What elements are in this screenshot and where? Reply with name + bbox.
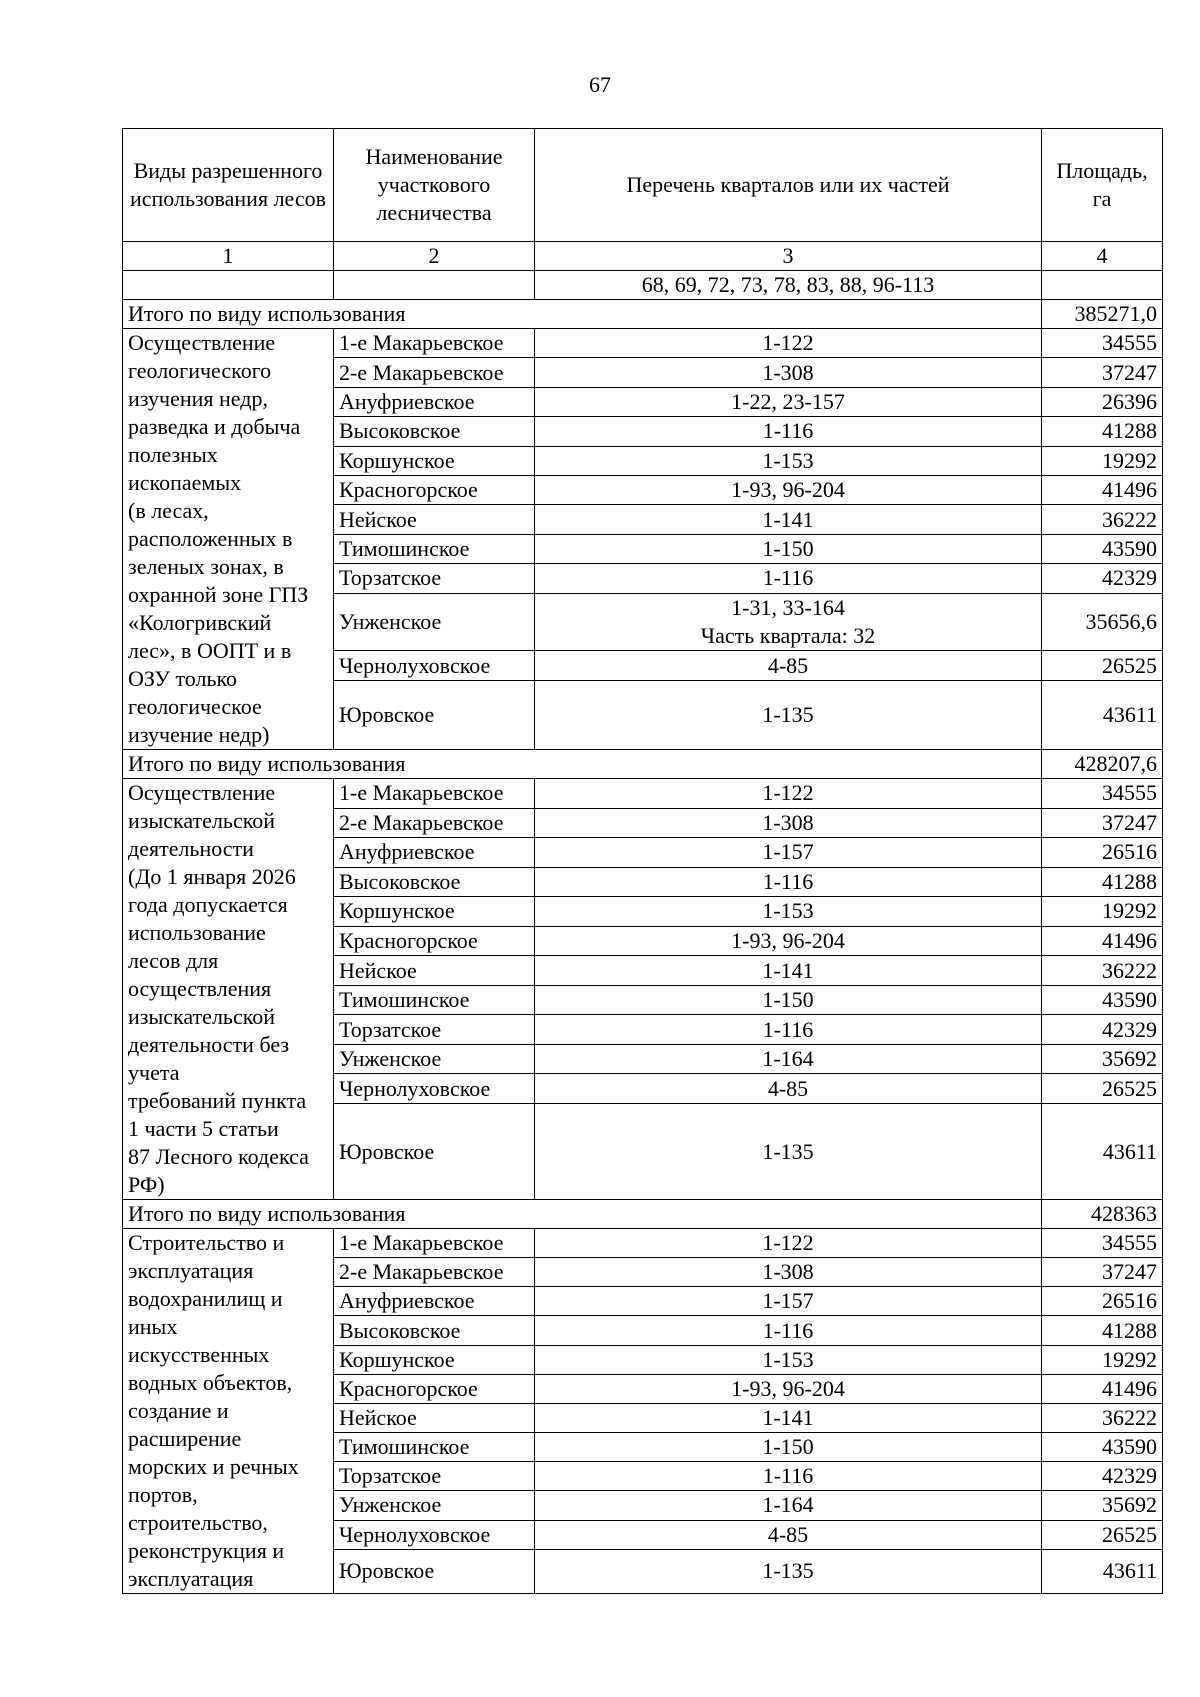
quarters-line: 1-93, 96-204 (731, 1375, 845, 1401)
quarters-line: 1-122 (762, 330, 814, 356)
quarters-list (535, 564, 1042, 593)
quarters-line: 1-93, 96-204 (731, 928, 845, 953)
quarters-list (535, 779, 1042, 809)
area-value: 36222 (1042, 956, 1163, 986)
forestry-name: Красногорское (334, 476, 535, 505)
quarters-line: 1-116 (762, 1463, 814, 1489)
area-value: 36222 (1042, 1403, 1163, 1432)
forestry-name: Коршунское (334, 1345, 535, 1374)
quarters-line: 1-150 (762, 536, 814, 562)
quarters-line: 1-308 (762, 809, 814, 835)
quarters-list (535, 358, 1042, 387)
quarters-list (535, 1462, 1042, 1491)
forestry-name: Чернолуховское (334, 1520, 535, 1549)
quarters-list (535, 1015, 1042, 1045)
header-quarters-list: Перечень кварталов или их частей (535, 129, 1042, 242)
quarters-list (535, 1287, 1042, 1316)
area-value: 41496 (1042, 926, 1163, 956)
area-value: 26516 (1042, 1287, 1163, 1316)
quarters-list (535, 867, 1042, 897)
forestry-name: Красногорское (334, 1374, 535, 1403)
quarters-list (535, 1491, 1042, 1520)
forestry-name: Нейское (334, 505, 535, 534)
header-forestry-name: Наименование участкового лесничества (334, 129, 535, 242)
quarters-line: 1-22, 23-157 (731, 389, 845, 415)
quarters-list (535, 1345, 1042, 1374)
quarters-line: 4-85 (767, 1521, 809, 1547)
quarters-line: 1-135 (762, 701, 814, 727)
forestry-name: Юровское (334, 1549, 535, 1593)
area-value: 35692 (1042, 1491, 1163, 1520)
quarters-list (535, 651, 1042, 680)
empty-cell (334, 271, 535, 300)
forestry-name: Торзатское (334, 564, 535, 593)
forestry-name: 1-е Макарьевское (334, 1229, 535, 1258)
continuation-quarters: 68, 69, 72, 73, 78, 83, 88, 96-113 (535, 271, 1042, 300)
quarters-line: 1-308 (762, 1259, 814, 1285)
quarters-list (535, 1316, 1042, 1345)
area-value: 35656,6 (1042, 593, 1163, 651)
area-value: 41288 (1042, 867, 1163, 897)
forestry-name: Унженское (334, 593, 535, 651)
area-value: 19292 (1042, 897, 1163, 927)
forestry-name: 1-е Макарьевское (334, 779, 535, 809)
table-header-row (123, 129, 1163, 242)
table-row (123, 329, 1163, 358)
forestry-name: Коршунское (334, 897, 535, 927)
forestry-name: Чернолуховское (334, 651, 535, 680)
area-value: 43611 (1042, 1549, 1163, 1593)
column-number: 3 (535, 242, 1042, 271)
forestry-name: Ануфриевское (334, 1287, 535, 1316)
area-value: 34555 (1042, 329, 1163, 358)
quarters-line: 1-308 (762, 359, 814, 385)
area-value: 26516 (1042, 838, 1163, 868)
quarters-line: 1-31, 33-164 (731, 595, 845, 621)
forestry-name: 2-е Макарьевское (334, 358, 535, 387)
area-value: 42329 (1042, 1462, 1163, 1491)
quarters-list (535, 505, 1042, 534)
forestry-name: Красногорское (334, 926, 535, 956)
total-label: Итого по виду использования (123, 300, 1042, 329)
quarters-line: 1-157 (762, 1288, 814, 1314)
area-value: 36222 (1042, 505, 1163, 534)
quarters-line: 1-150 (762, 987, 814, 1013)
quarters-line: 1-135 (762, 1138, 814, 1164)
area-value: 35692 (1042, 1044, 1163, 1074)
quarters-line: 1-150 (762, 1434, 814, 1460)
forestry-name: Чернолуховское (334, 1074, 535, 1104)
area-value: 34555 (1042, 779, 1163, 809)
quarters-list (535, 1104, 1042, 1200)
quarters-line: 1-116 (762, 868, 814, 894)
column-number: 4 (1042, 242, 1163, 271)
quarters-line: 4-85 (767, 1075, 809, 1101)
quarters-line: 1-157 (762, 839, 814, 865)
quarters-list (535, 680, 1042, 749)
area-value: 19292 (1042, 1345, 1163, 1374)
quarters-list (535, 1520, 1042, 1549)
forestry-name: Ануфриевское (334, 387, 535, 416)
forestry-name: Юровское (334, 1104, 535, 1200)
total-label: Итого по виду использования (123, 750, 1042, 779)
area-value: 43590 (1042, 985, 1163, 1015)
area-value: 37247 (1042, 358, 1163, 387)
total-row (123, 1200, 1163, 1229)
quarters-line: 1-116 (762, 1317, 814, 1343)
area-value: 26525 (1042, 1520, 1163, 1549)
forestry-name: Высоковское (334, 867, 535, 897)
continuation-row (123, 271, 1163, 300)
quarters-line: 4-85 (767, 652, 809, 678)
quarters-list (535, 534, 1042, 563)
quarters-list (535, 1403, 1042, 1432)
quarters-list (535, 1074, 1042, 1104)
forestry-name: Ануфриевское (334, 838, 535, 868)
quarters-list (535, 1374, 1042, 1403)
quarters-line: 1-153 (762, 1346, 814, 1372)
quarters-list (535, 593, 1042, 651)
quarters-line: 1-141 (762, 1405, 814, 1431)
use-type-cell: Осуществление изыскательской деятельности (До 1 января 2026 года допускается использование лесов для осуществления изыскательской деятельности без учета требований пункта 1 части 5 статьи 87 Лесного кодекса РФ) (123, 779, 334, 1200)
quarters-line: 1-116 (762, 1016, 814, 1042)
forestry-name: Унженское (334, 1491, 535, 1520)
forestry-name: Нейское (334, 956, 535, 986)
forestry-name: Высоковское (334, 417, 535, 446)
quarters-line: 1-135 (762, 1558, 814, 1584)
area-value: 26396 (1042, 387, 1163, 416)
forestry-name: Тимошинское (334, 985, 535, 1015)
quarters-list (535, 956, 1042, 986)
total-value: 428363 (1042, 1200, 1163, 1229)
quarters-list (535, 446, 1042, 475)
forestry-name: Унженское (334, 1044, 535, 1074)
area-value: 37247 (1042, 1258, 1163, 1287)
table-row (123, 1229, 1163, 1258)
area-value: 41496 (1042, 476, 1163, 505)
area-value: 37247 (1042, 808, 1163, 838)
area-value: 43611 (1042, 1104, 1163, 1200)
empty-cell (123, 271, 334, 300)
forestry-name: 1-е Макарьевское (334, 329, 535, 358)
forestry-name: Торзатское (334, 1462, 535, 1491)
quarters-list (535, 417, 1042, 446)
quarters-list (535, 985, 1042, 1015)
quarters-line: Часть квартала: 32 (700, 623, 876, 649)
forestry-name: 2-е Макарьевское (334, 1258, 535, 1287)
quarters-list (535, 897, 1042, 927)
area-value: 26525 (1042, 651, 1163, 680)
area-value: 43590 (1042, 534, 1163, 563)
quarters-list (535, 329, 1042, 358)
forest-use-table (122, 128, 1163, 1594)
total-value: 428207,6 (1042, 750, 1163, 779)
forestry-name: Тимошинское (334, 1433, 535, 1462)
total-row (123, 300, 1163, 329)
header-area: Площадь, га (1042, 129, 1163, 242)
use-type-cell: Осуществление геологического изучения недр, разведка и добыча полезных ископаемых (в лесах, расположенных в зеленых зонах, в охранной зоне ГПЗ «Кологривский лес», в ООПТ и в ОЗУ только геологическое изучение недр) (123, 329, 334, 750)
column-number-row (123, 242, 1163, 271)
area-value: 41496 (1042, 1374, 1163, 1403)
area-value: 42329 (1042, 1015, 1163, 1045)
total-row (123, 750, 1163, 779)
quarters-list (535, 808, 1042, 838)
page-number: 67 (589, 72, 611, 97)
quarters-list (535, 1044, 1042, 1074)
table-row (123, 779, 1163, 809)
forestry-name: Высоковское (334, 1316, 535, 1345)
column-number: 1 (123, 242, 334, 271)
quarters-line: 1-141 (762, 957, 814, 983)
quarters-list (535, 926, 1042, 956)
forestry-name: Коршунское (334, 446, 535, 475)
header-use-type: Виды разрешенного использования лесов (123, 129, 334, 242)
forestry-name: Юровское (334, 680, 535, 749)
quarters-line: 1-153 (762, 898, 814, 924)
quarters-line: 1-116 (762, 418, 814, 444)
forestry-name: Торзатское (334, 1015, 535, 1045)
quarters-list (535, 838, 1042, 868)
total-label: Итого по виду использования (123, 1200, 1042, 1229)
column-number: 2 (334, 242, 535, 271)
area-value: 43590 (1042, 1433, 1163, 1462)
quarters-list (535, 1258, 1042, 1287)
area-value: 26525 (1042, 1074, 1163, 1104)
area-value: 43611 (1042, 680, 1163, 749)
area-value: 19292 (1042, 446, 1163, 475)
forestry-name: Нейское (334, 1403, 535, 1432)
total-value: 385271,0 (1042, 300, 1163, 329)
forestry-name: 2-е Макарьевское (334, 808, 535, 838)
quarters-list (535, 1433, 1042, 1462)
quarters-list (535, 1229, 1042, 1258)
quarters-line: 1-122 (762, 1230, 814, 1256)
use-type-cell: Строительство и эксплуатация водохранилищ и иных искусственных водных объектов, создание и расширение морских и речных портов, строительство, реконструкция и эксплуатация (123, 1229, 334, 1594)
quarters-line: 1-93, 96-204 (731, 477, 845, 503)
quarters-line: 1-122 (762, 780, 814, 806)
quarters-line: 1-116 (762, 565, 814, 591)
quarters-line: 1-164 (762, 1046, 814, 1072)
quarters-line: 1-153 (762, 447, 814, 473)
area-value: 42329 (1042, 564, 1163, 593)
quarters-list (535, 1549, 1042, 1593)
area-value: 34555 (1042, 1229, 1163, 1258)
quarters-list (535, 387, 1042, 416)
empty-cell (1042, 271, 1163, 300)
quarters-line: 1-164 (762, 1492, 814, 1518)
area-value: 41288 (1042, 1316, 1163, 1345)
area-value: 41288 (1042, 417, 1163, 446)
quarters-line: 1-141 (762, 506, 814, 532)
quarters-list (535, 476, 1042, 505)
forestry-name: Тимошинское (334, 534, 535, 563)
